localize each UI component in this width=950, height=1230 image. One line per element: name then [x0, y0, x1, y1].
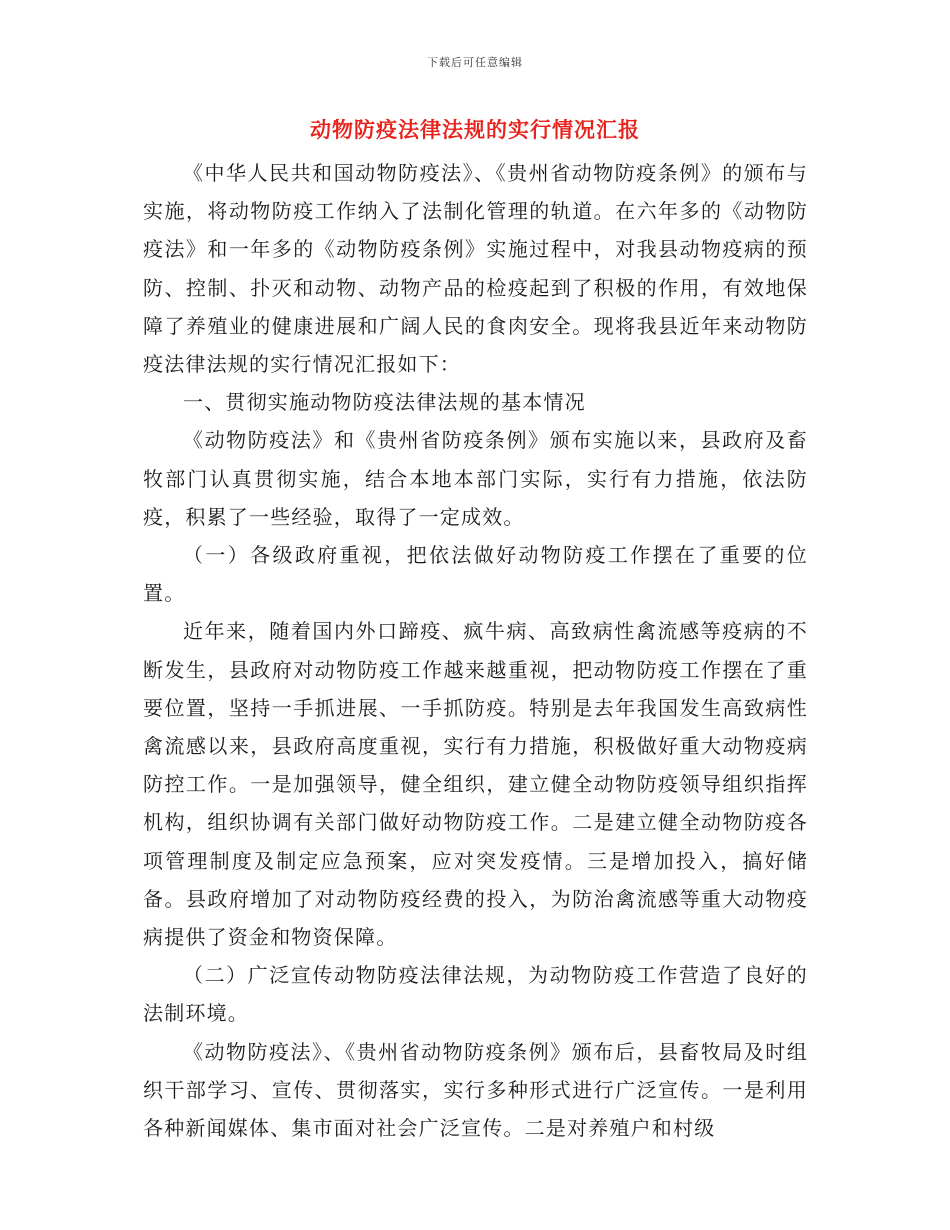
- paragraph-overview: 《动物防疫法》和《贵州省防疫条例》颁布实施以来，县政府及畜牧部门认真贯彻实施，结合本地本部门实际，实行有力措施，依法防疫，积累了一些经验，取得了一定成效。: [143, 428, 808, 529]
- subsection-heading-1: （一）各级政府重视，把依法做好动物防疫工作摆在了重要的位置。: [143, 543, 808, 606]
- subsection-heading-2: （二）广泛宣传动物防疫法律法规，为动物防疫工作营造了良好的法制环境。: [143, 963, 808, 1026]
- document-title: 动物防疫法律法规的实行情况汇报: [310, 117, 640, 142]
- header-note: 下载后可任意编辑: [427, 56, 523, 69]
- paragraph-government: 近年来，随着国内外口蹄疫、疯牛病、高致病性禽流感等疫病的不断发生，县政府对动物防疫工作越来越重视，把动物防疫工作摆在了重要位置，坚持一手抓进展、一手抓防疫。特别是去年我国发生高致病性禽流感以来，县政府高度重视，实行有力措施，积极做好重大动物疫病防控工作。一是加强领导，健全组织，建立健全动物防疫领导组织指挥机构，组织协调有关部门做好动物防疫工作。二是建立健全动物防疫各项管理制度及制定应急预案，应对突发疫情。三是增加投入，搞好储备。县政府增加了对动物防疫经费的投入，为防治禽流感等重大动物疫病提供了资金和物资保障。: [143, 619, 808, 950]
- paragraph-intro: 《中华人民共和国动物防疫法》、《贵州省动物防疫条例》的颁布与实施，将动物防疫工作纳入了法制化管理的轨道。在六年多的《动物防疫法》和一年多的《动物防疫条例》实施过程中，对我县动物疫病的预防、控制、扑灭和动物、动物产品的检疫起到了积极的作用，有效地保障了养殖业的健康进展和广阔人民的食肉安全。现将我县近年来动物防疫法律法规的实行情况汇报如下：: [143, 161, 808, 377]
- section-heading-1: 一、贯彻实施动物防疫法律法规的基本情况: [183, 390, 586, 415]
- paragraph-publicity: 《动物防疫法》、《贵州省动物防疫条例》颁布后，县畜牧局及时组织干部学习、宣传、贯彻落实，实行多种形式进行广泛宣传。一是利用各种新闻媒体、集市面对社会广泛宣传。二是对养殖户和村级: [143, 1039, 808, 1141]
- document-body: [143, 154, 808, 1147]
